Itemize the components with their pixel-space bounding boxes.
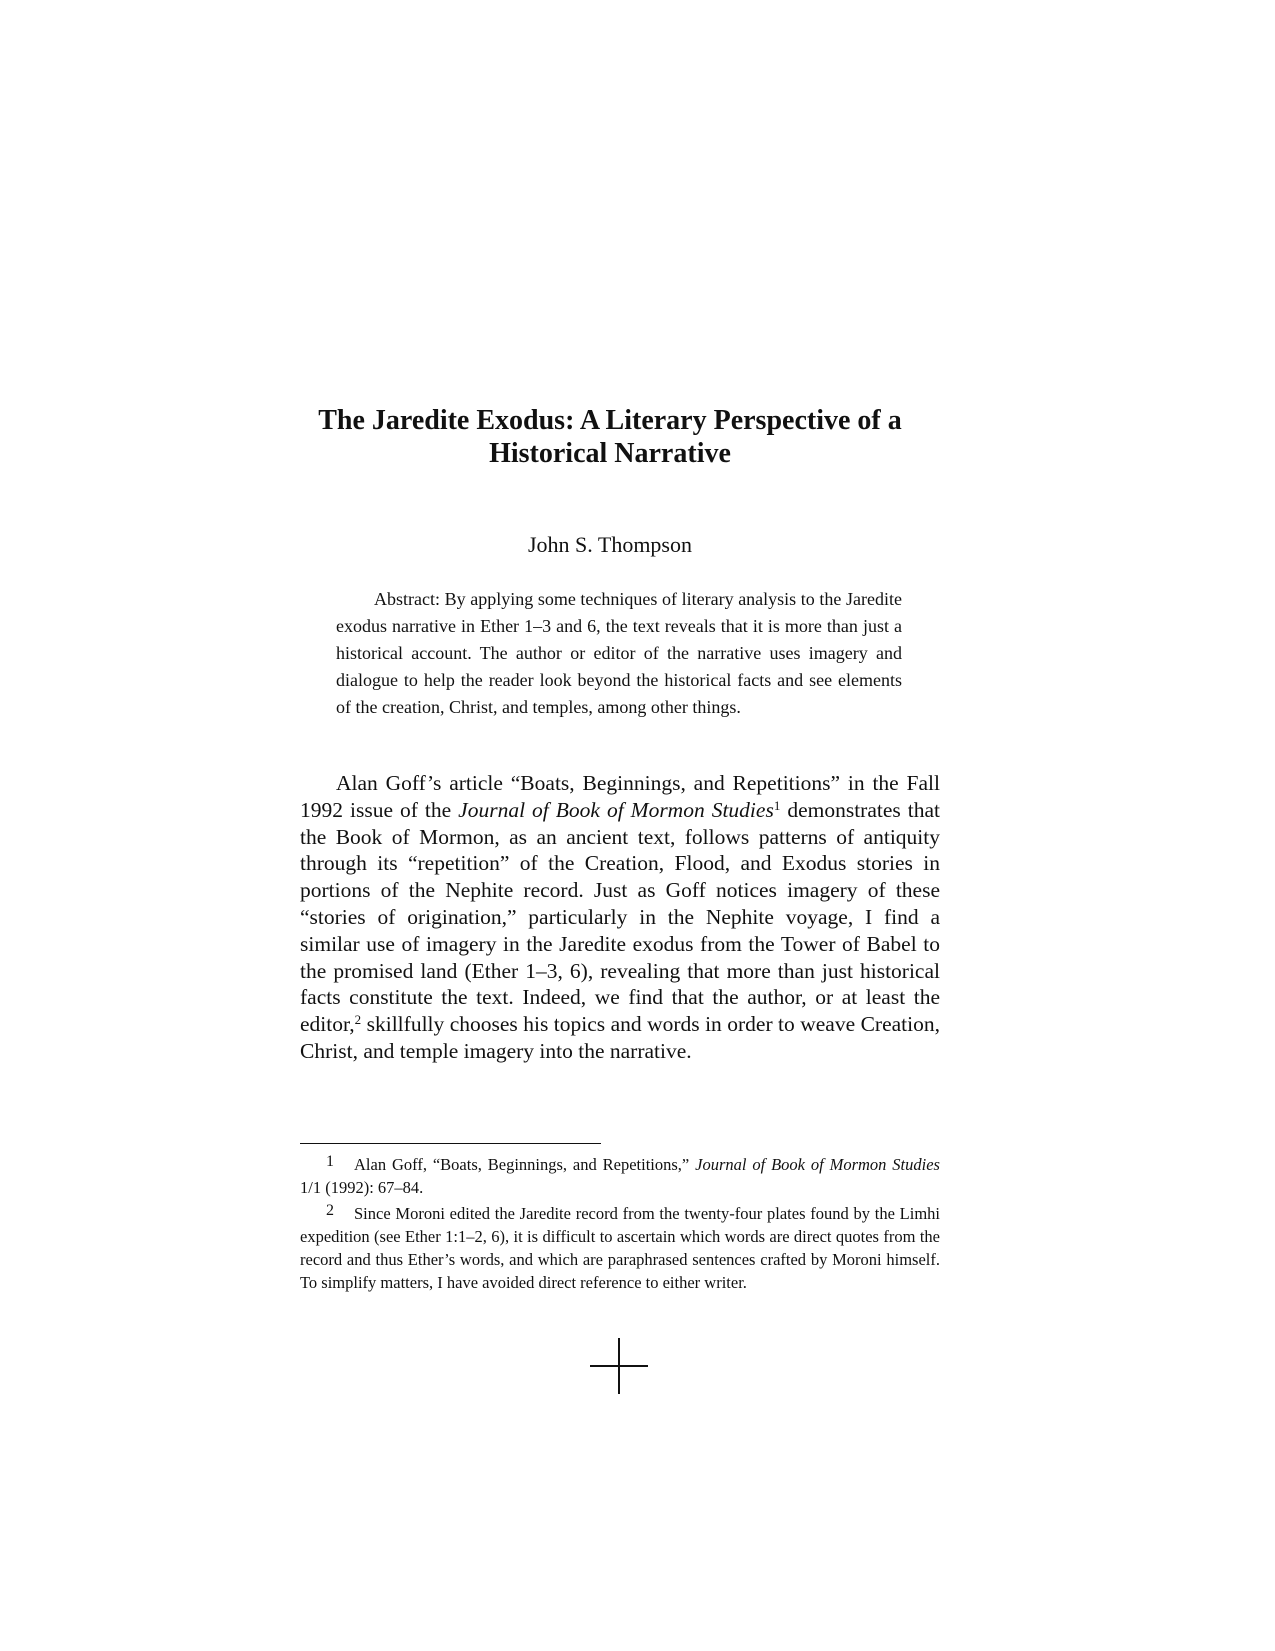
body-text-segment: skillfully chooses his topics and words in order to weave Creation, Christ, and temple imagery into the narrative. [300, 1012, 940, 1063]
footnote-journal-title: Journal of Book of Mormon Studies [695, 1155, 940, 1174]
footnote-divider [300, 1143, 601, 1144]
footnote-text: Alan Goff, “Boats, Beginnings, and Repetitions,” [354, 1155, 696, 1174]
body-text [300, 770, 940, 1065]
title-line-2: Historical Narrative [489, 438, 731, 469]
footnotes [300, 1150, 940, 1294]
author-name: John S. Thompson [527, 532, 692, 557]
journal-title: Journal of Book of Mormon Studies [458, 797, 774, 822]
abstract [336, 586, 902, 721]
crop-mark-icon [590, 1338, 648, 1396]
body-text-segment: Alan Goff’s article “Boats, Beginnings, and Repetitions” in the Fall 1992 issue of the [300, 771, 940, 822]
body-paragraph [300, 770, 940, 1065]
footnote-number: 1 [326, 1153, 334, 1170]
footnote-1 [300, 1150, 940, 1199]
footnote-text: Since Moroni edited the Jaredite record from the twenty-four plates found by the Limhi expedition (see Ether 1:1–2, 6), it is difficult to ascertain which words are direct quotes from the record and thus Ether’s words, and which are paraphrased sentences crafted by Moroni himself. To simplify matters, I have avoided direct reference to either writer. [300, 1204, 940, 1292]
footnote-number: 2 [326, 1202, 334, 1219]
body-text-segment: demonstrates that the Book of Mormon, as an ancient text, follows patterns of antiquity through its “repetition” of the Creation, Flood, and Exodus stories in portions of the Nephite record. Just as Goff notices imagery of these “stories of origination,” particularly in the Nephite voyage, I find a similar use of imagery in the Jaredite exodus from the Tower of Babel to the promised land (Ether 1–3, 6), revealing that more than just historical facts constitute the text. Indeed, we find that the author, or at least the editor, [300, 797, 941, 1037]
crop-mark-horizontal [590, 1365, 648, 1367]
footnote-2 [300, 1199, 940, 1294]
article-title [280, 404, 940, 470]
abstract-text: Abstract: By applying some techniques of literary analysis to the Jaredite exodus narrative in Ether 1–3 and 6, the text reveals that it is more than just a historical account. The author or editor of the narrative uses imagery and dialogue to help the reader look beyond the historical facts and see elements of the creation, Christ, and temples, among other things. [336, 589, 902, 717]
footnote-text: 1/1 (1992): 67–84. [300, 1178, 424, 1197]
footnote-ref-2[interactable]: 2 [354, 1012, 362, 1028]
footnote-ref-1[interactable]: 1 [773, 797, 781, 813]
title-line-1: The Jaredite Exodus: A Literary Perspective of a [318, 405, 902, 436]
